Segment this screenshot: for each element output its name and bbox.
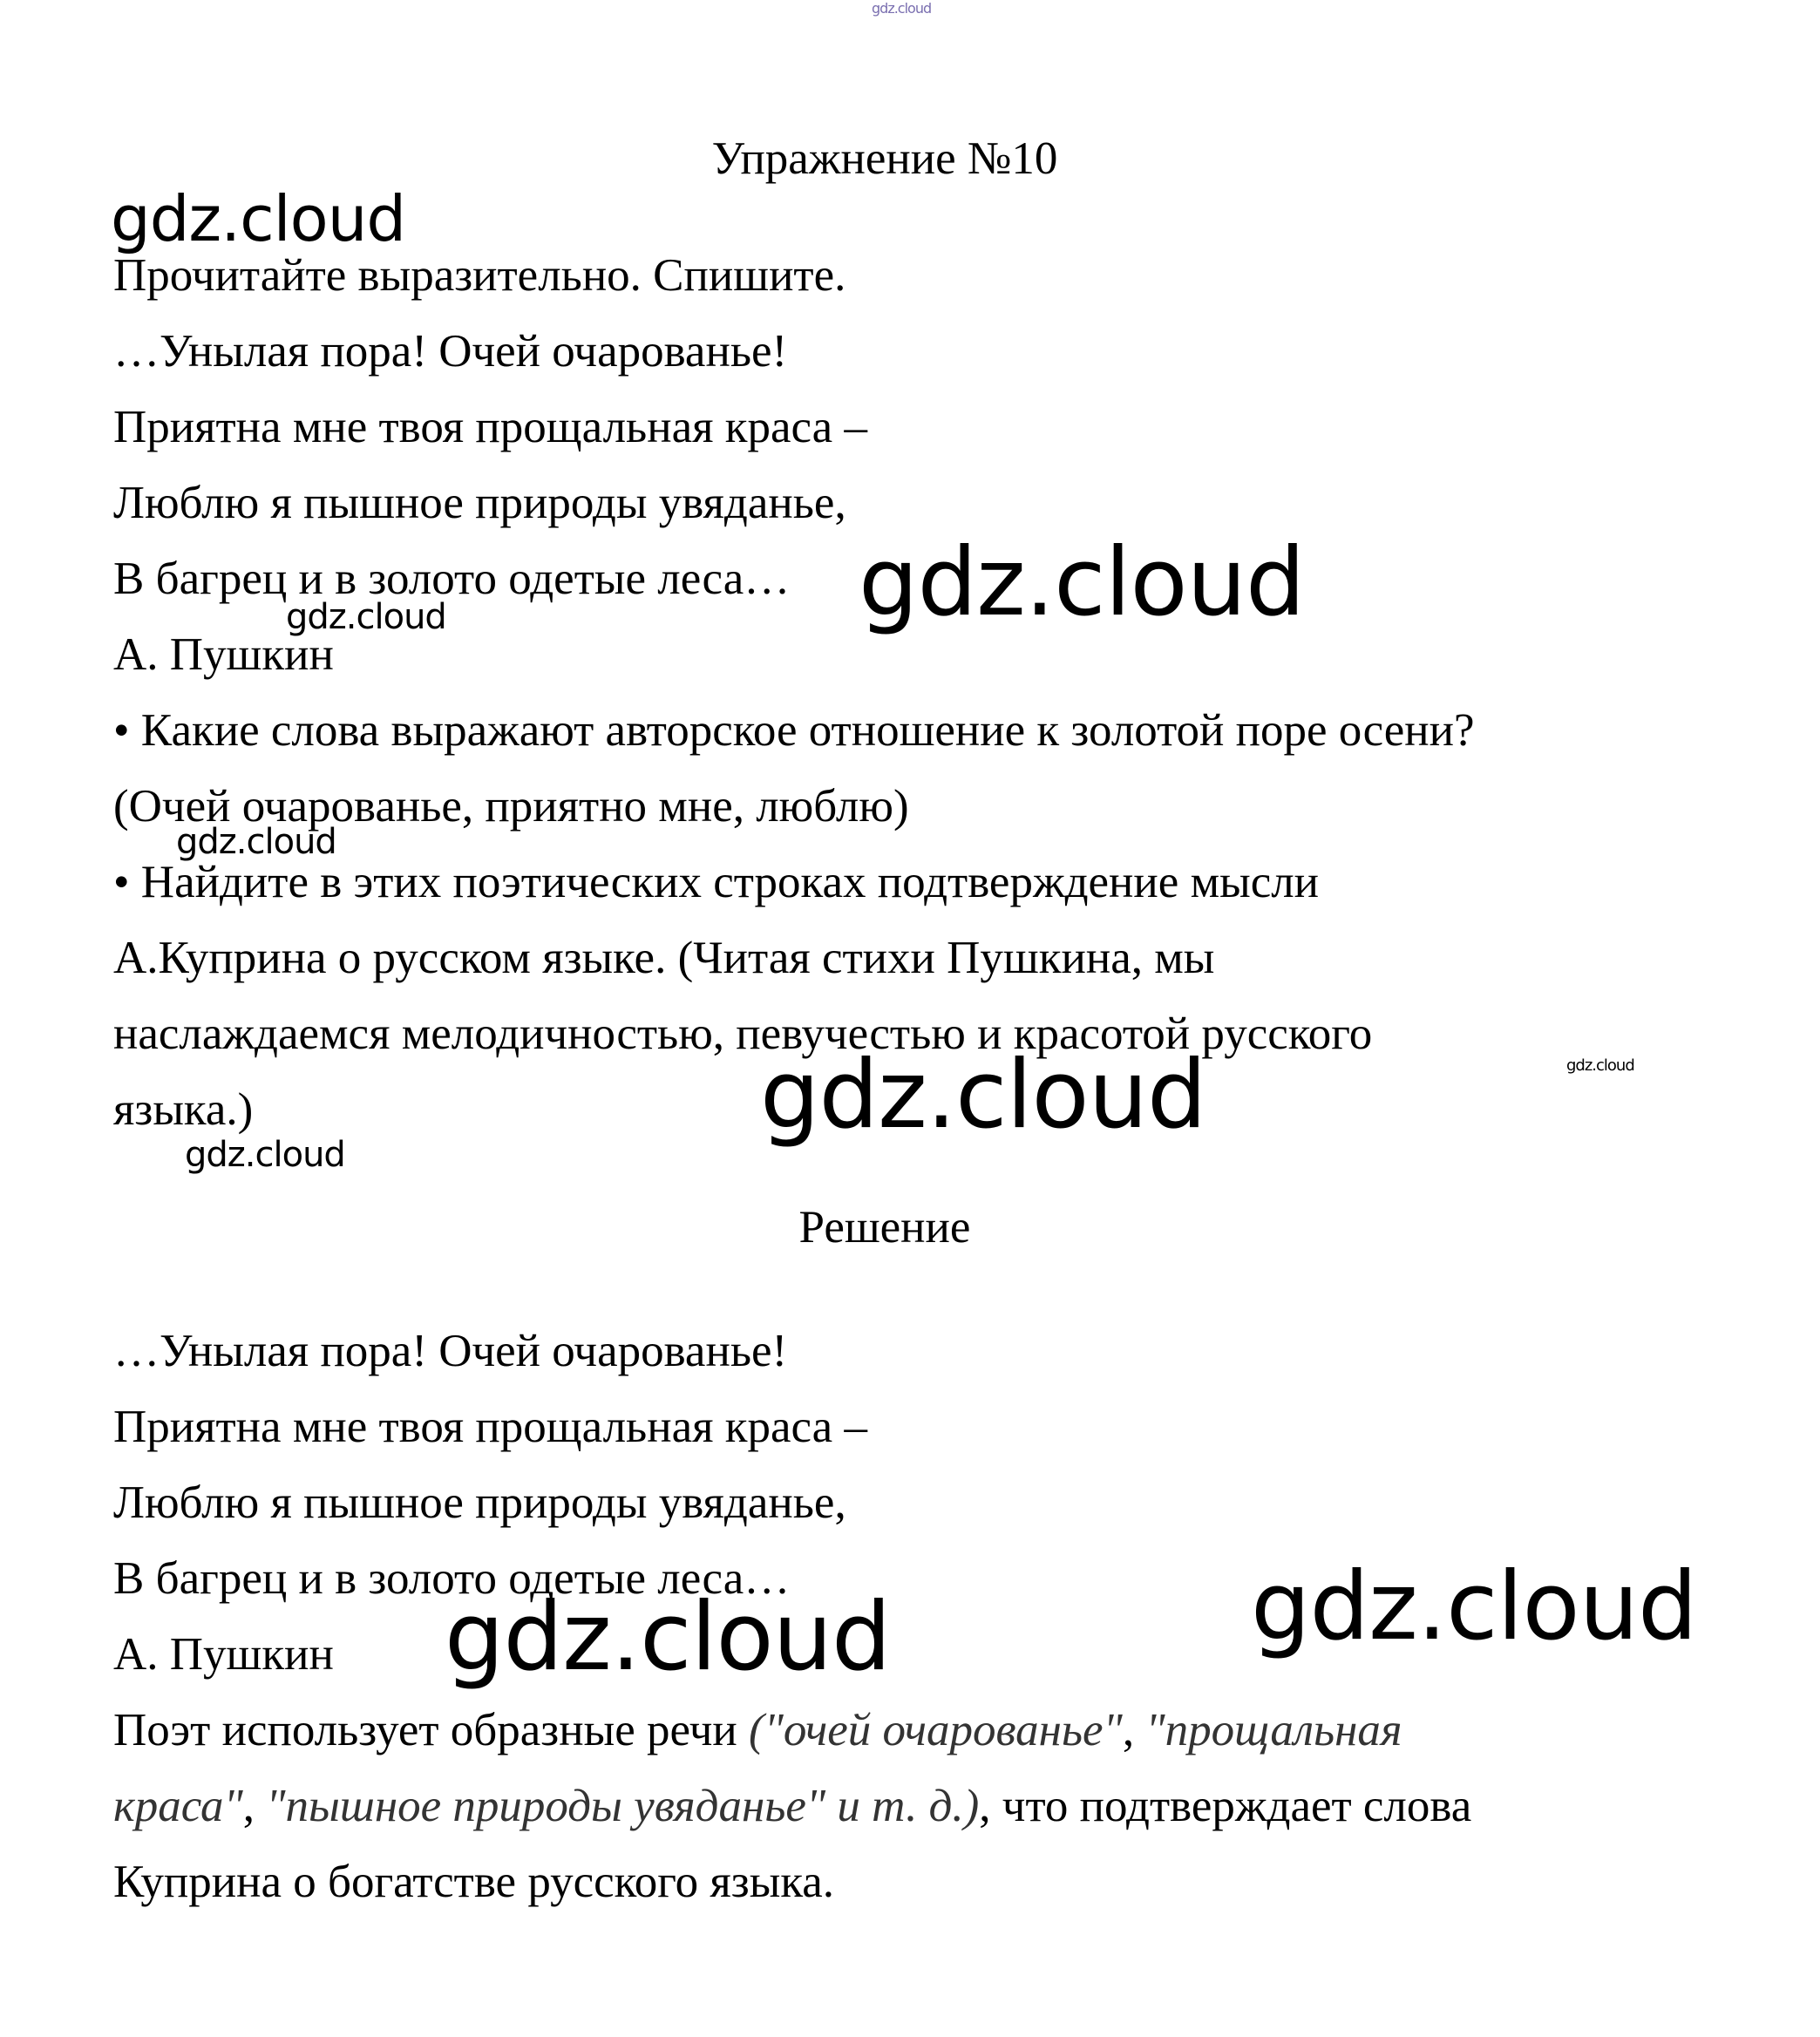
watermark-right-tiny: gdz.cloud — [1566, 1056, 1634, 1075]
solution-poem-line-1: …Унылая пора! Очей очарованье! — [113, 1326, 788, 1376]
exercise-title: Упражнение №10 — [711, 133, 1058, 184]
exercise-instruction: Прочитайте выразительно. Спишите. — [113, 250, 846, 301]
question-2-line-1: • Найдите в этих поэтических строках подтверждение мысли — [113, 857, 1320, 907]
conclusion-quote-2-end: краса" — [113, 1781, 243, 1831]
question-2-line-2: А.Куприна о русском языке. (Читая стихи Пушкина, мы — [113, 933, 1215, 983]
question-2-line-3: наслаждаемся мелодичностью, певучестью и красотой русского — [113, 1008, 1373, 1059]
solution-poem-line-4: В багрец и в золото одетые леса… — [113, 1553, 791, 1604]
conclusion-separator-2: , — [242, 1781, 267, 1831]
watermark-top: gdz.cloud — [872, 0, 932, 17]
conclusion-quote-3: "пышное природы увяданье" и т. д.) — [266, 1781, 980, 1831]
conclusion-line-3: Куприна о богатстве русского языка. — [113, 1857, 835, 1907]
watermark-center-large: gdz.cloud — [760, 1041, 1206, 1150]
watermark-after-task: gdz.cloud — [185, 1135, 345, 1175]
conclusion-text-start: Поэт использует образные речи — [113, 1705, 749, 1755]
conclusion-quote-1: ("очей очарованье" — [748, 1705, 1123, 1755]
watermark-header: gdz.cloud — [111, 182, 406, 255]
poem-line-1: …Унылая пора! Очей очарованье! — [113, 326, 788, 377]
conclusion-text-mid: , что подтверждает слова — [979, 1781, 1472, 1831]
watermark-mid-large: gdz.cloud — [859, 528, 1305, 637]
watermark-solution-center: gdz.cloud — [445, 1583, 891, 1692]
question-1: • Какие слова выражают авторское отношение к золотой поре осени? — [113, 705, 1475, 756]
conclusion-line-1 — [113, 1704, 1402, 1756]
watermark-solution-right: gdz.cloud — [1251, 1552, 1697, 1661]
question-2-line-4: языка.) — [113, 1084, 254, 1135]
solution-poem-line-2: Приятна мне твоя прощальная краса – — [113, 1402, 867, 1452]
watermark-mid-small: gdz.cloud — [286, 597, 446, 637]
solution-author: А. Пушкин — [113, 1629, 334, 1680]
answer-1: (Очей очарованье, приятно мне, люблю) — [113, 781, 909, 832]
conclusion-line-2 — [113, 1780, 1471, 1832]
watermark-after-q1: gdz.cloud — [176, 822, 336, 862]
poem-line-2: Приятна мне твоя прощальная краса – — [113, 402, 867, 452]
poem-line-4: В багрец и в золото одетые леса… — [113, 553, 791, 604]
conclusion-separator-1: , — [1122, 1705, 1146, 1755]
poem-line-3: Люблю я пышное природы увяданье, — [113, 478, 846, 528]
solution-poem-line-3: Люблю я пышное природы увяданье, — [113, 1477, 846, 1528]
conclusion-quote-2-start: "прощальная — [1145, 1705, 1402, 1755]
poem-author: А. Пушкин — [113, 629, 334, 680]
solution-heading: Решение — [798, 1202, 971, 1253]
